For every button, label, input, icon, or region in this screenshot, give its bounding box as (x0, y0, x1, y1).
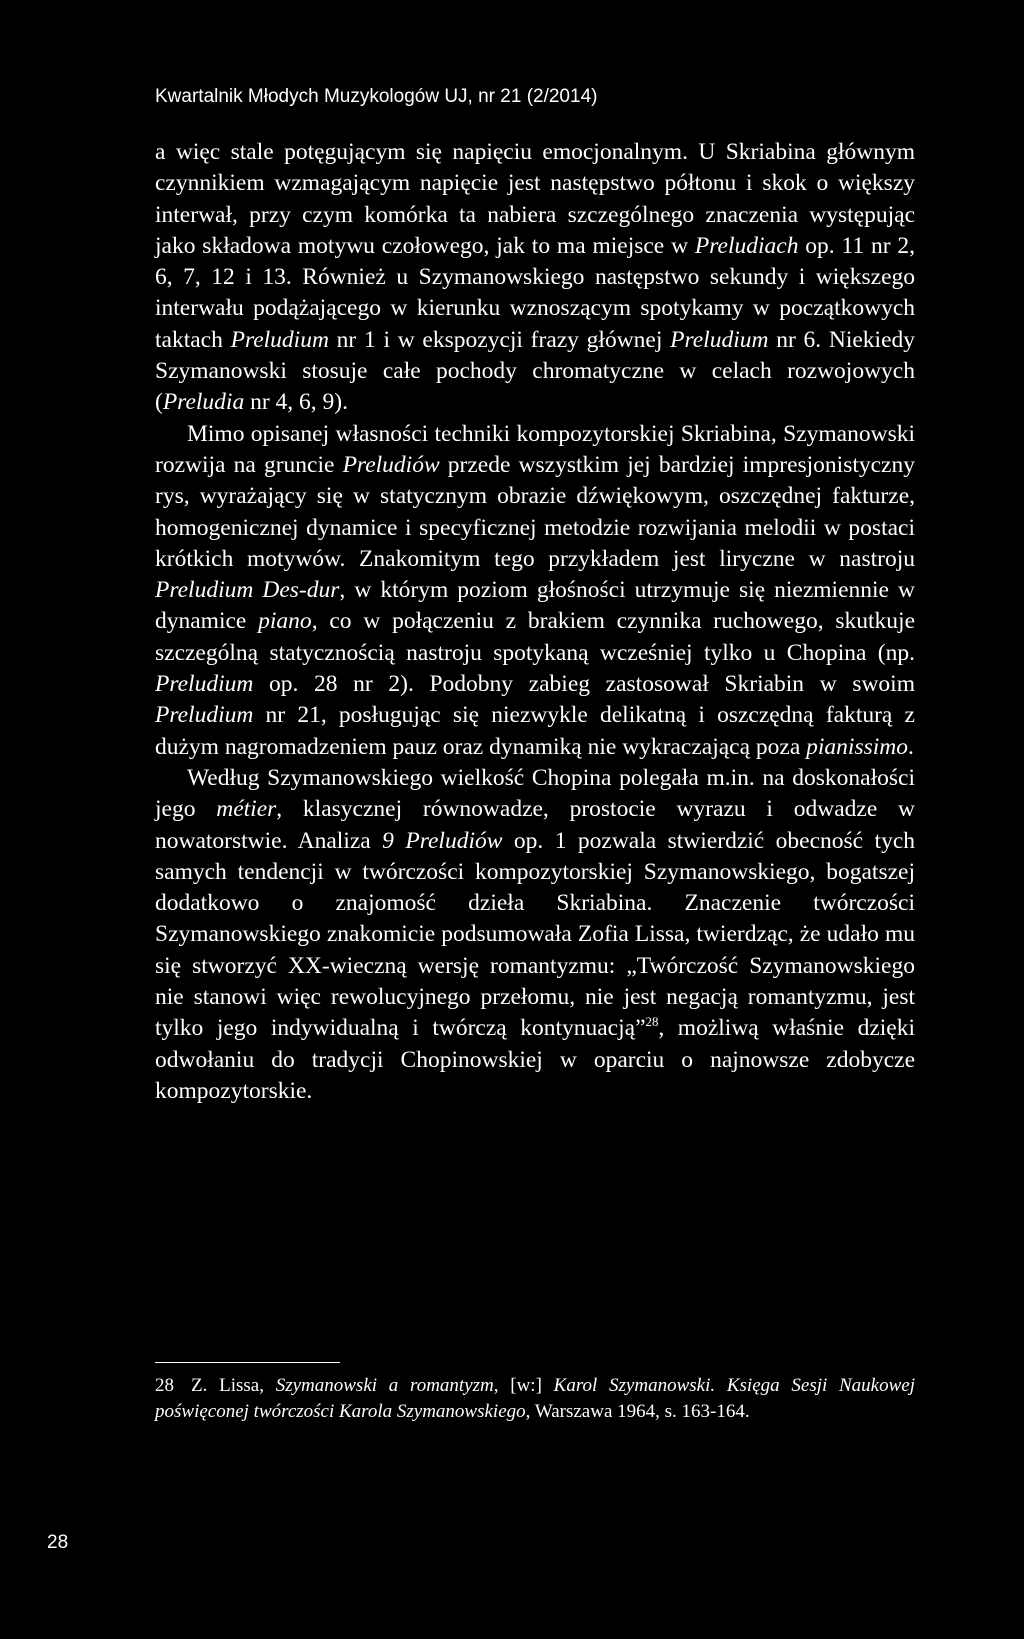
text: nr 21, posługując się niezwykle delikatną i oszczędną fakturą z dużym nagromadzeniem pauz oraz dynamiką nie wykraczającą poza (155, 702, 915, 760)
paragraph-2 (155, 419, 915, 763)
text: przede wszystkim jej bardziej impresjonistyczny rys, wyrażający się w statycznym obrazie dźwiękowym, oszczędnej fakturze, homogenicznej dynamice i specyficznej metodzie rozwijania melodii w postaci krótkich motywów. Znakomitym tego przykładem jest liryczne w nastroju (155, 451, 915, 572)
text: , klasycznej równowadze, prostocie wyrazu i odwadze w nowatorstwie. Analiza (155, 796, 915, 854)
text: , [w:] (493, 1375, 554, 1396)
journal-header: Kwartalnik Młodych Muzykologów UJ, nr 21 (2/2014) (155, 86, 598, 107)
paragraph-3 (155, 763, 915, 1107)
italic-title: Preludium (155, 671, 254, 698)
page-number: 28 (47, 1532, 69, 1553)
text: , co w połączeniu z brakiem czynnika ruchowego, skutkuje szczególną statycznością nastroju spotykaną wcześniej tylko u Chopina (np. (155, 608, 916, 666)
italic-title: Preludia (162, 389, 245, 416)
text: Z. Lissa, (191, 1375, 276, 1396)
text: a więc stale potęgującym się napięciu emocjonalnym. U Skriabina głównym czynnikiem wzmagającym napięcie jest następstwo półtonu i skok o większy interwał, przy czym komórka ta nabiera szczególnego znaczenia występując jako składowa motywu czołowego, jak to ma miejsce w (155, 139, 915, 259)
italic-title: Preludium (155, 702, 254, 729)
text: op. 11 nr 2, 6, 7, 12 i 13. Również u Szymanowskiego następstwo sekundy i większego interwału podążającego w kierunku wznoszącym spotykamy w początkowych taktach (155, 232, 915, 353)
italic-term: métier (216, 796, 277, 823)
article-body (155, 137, 915, 1107)
italic-title: 9 Preludiów (382, 827, 503, 854)
text: op. 28 nr 2). Podobny zabieg zastosował Skriabin w swoim (253, 671, 915, 698)
footnote-28 (155, 1373, 915, 1425)
footnote-divider (155, 1362, 340, 1363)
italic-term: pianissimo (806, 733, 909, 760)
footnote-reference[interactable]: 28 (645, 1014, 659, 1030)
text: nr 1 i w ekspozycji frazy głównej (328, 326, 671, 353)
text: op. 1 pozwala stwierdzić obecność tych samych tendencji w twórczości kompozytorskiej Szymanowskiego, bogatszej dodatkowo o znajomość dzieła Skriabina. Znaczenie twórczości Szymanowskiego znakomicie podsumowała Zofia Lissa, twierdząc, że udało mu się stworzyć XX-wieczną wersję romantyzmu: „Twórczość Szymanowskiego nie stanowi więc rewolucyjnego przełomu, nie jest negacją romantyzmu, jest tylko jego indywidualną i twórczą kontynuacją” (155, 827, 916, 1042)
italic-title: Karol Szymanowski. Księga Sesji Naukowej poświęconej twórczości Karola Szymanowskiego (155, 1375, 915, 1422)
text: nr 4, 6, 9). (244, 389, 348, 416)
italic-title: Preludium (670, 326, 769, 353)
paragraph-1 (155, 137, 915, 419)
text: Mimo opisanej własności techniki kompozytorskiej Skriabina, Szymanowski rozwija na gruncie (155, 420, 915, 478)
italic-term: piano (258, 608, 312, 635)
footnote-number: 28 (155, 1375, 174, 1396)
text: nr 6. Niekiedy Szymanowski stosuje całe pochody chromatyczne w celach rozwojowych ( (155, 326, 915, 416)
text: , możliwą właśnie dzięki odwołaniu do tradycji Chopinowskiej w oparciu o najnowsze zdobycze kompozytorskie. (155, 1015, 915, 1104)
italic-title: Preludiów (342, 451, 440, 478)
text: , Warszawa 1964, s. 163-164. (525, 1401, 750, 1422)
italic-title: Szymanowski a romantyzm (275, 1375, 494, 1396)
italic-title: Preludiach (694, 232, 799, 259)
text: , w którym poziom głośności utrzymuje się niezmiennie w dynamice (155, 577, 915, 635)
text: Według Szymanowskiego wielkość Chopina polegała m.in. na doskonałości jego (155, 764, 915, 823)
italic-title: Preludium Des-dur (155, 577, 340, 604)
italic-title: Preludium (230, 326, 329, 353)
text: . (908, 733, 914, 760)
